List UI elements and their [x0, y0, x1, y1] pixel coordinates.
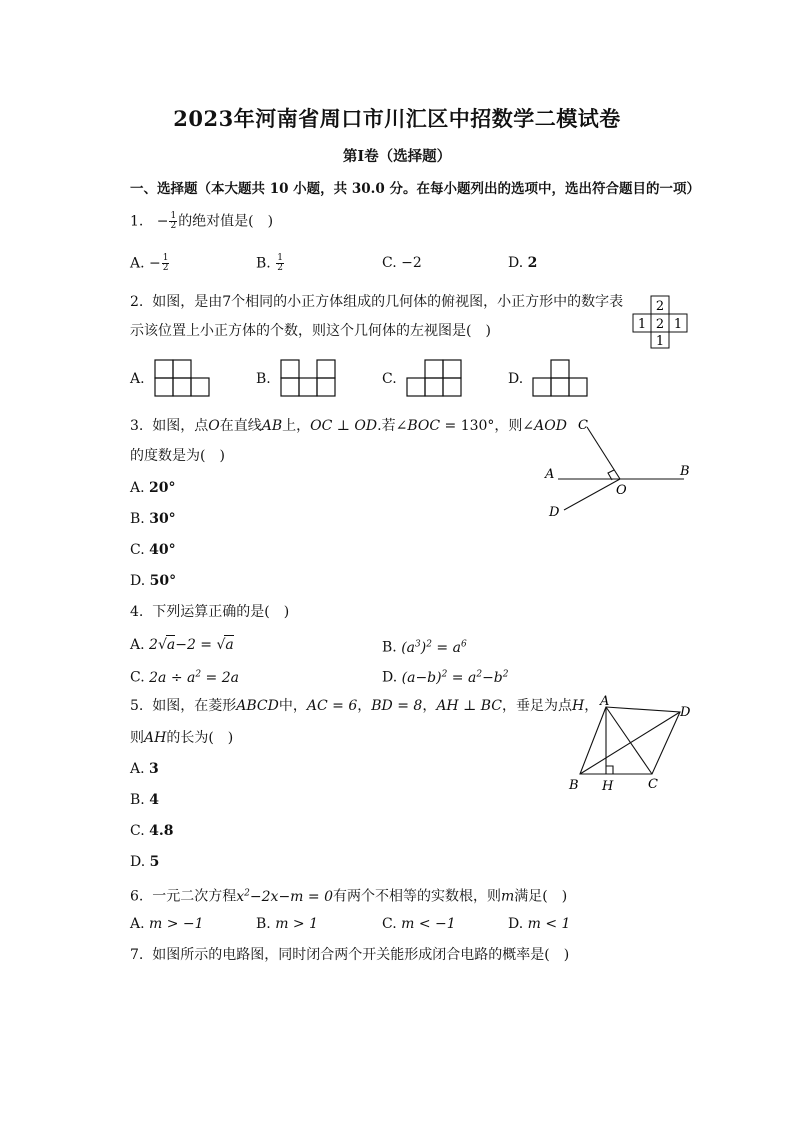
q4-option-a[interactable]: A. 2√a−2 = √a [130, 637, 234, 653]
question-3-line-2: 的度数是为( ) [130, 448, 225, 464]
label-o: O [616, 483, 627, 498]
question-1 [130, 212, 273, 231]
q3-option-b[interactable]: B. 30° [130, 511, 176, 527]
q2-option-d[interactable]: D. [508, 371, 524, 387]
label-a: A [545, 467, 555, 482]
grid-cell-right: 1 [673, 317, 683, 332]
label-c: C [648, 777, 658, 792]
q6-option-c[interactable]: C. m < −1 [382, 916, 456, 932]
q1-option-b[interactable]: B. $\frac{1}{2}$ [256, 253, 283, 273]
q1-text: 的绝对值是( ) [178, 213, 274, 230]
grid-cell-bottom: 1 [655, 334, 665, 349]
q2-option-a-figure [153, 358, 213, 398]
question-5-line-1: 5. 如图，在菱形ABCD中，AC = 6，BD = 8，AH ⊥ BC，垂足为点H， [130, 698, 599, 714]
q3-option-d[interactable]: D. 50° [130, 573, 177, 589]
q1-option-d[interactable]: D. 2 [508, 255, 538, 271]
q2-option-c-figure [405, 358, 465, 398]
q3-option-c[interactable]: C. 40° [130, 542, 176, 558]
q1-option-a[interactable]: A. − $\frac{1}{2}$ [130, 253, 169, 273]
q2-option-c[interactable]: C. [382, 371, 397, 387]
question-7: 7. 如图所示的电路图，同时闭合两个开关能形成闭合电路的概率是( ) [130, 947, 570, 963]
section-heading: 一、选择题（本大题共 10 小题，共 30.0 分。在每小题列出的选项中，选出符合题目的一项） [130, 181, 700, 197]
q5-rhombus-figure [560, 695, 700, 795]
q2-option-a[interactable]: A. [130, 371, 145, 387]
q5-option-c[interactable]: C. 4.8 [130, 823, 174, 839]
label-h: H [602, 779, 614, 794]
q4-option-d[interactable]: D. $(a-b)^2 = a^2-b^2$ [382, 669, 509, 686]
question-6: 6. 一元二次方程$x^2-2x-m = 0$有两个不相等的实数根，则m满足( ) [130, 888, 568, 905]
q4-option-b[interactable]: B. $(a^3)^2 = a^6$ [382, 639, 467, 656]
q1-option-c[interactable]: C. −2 [382, 255, 422, 271]
question-4: 4. 下列运算正确的是( ) [130, 604, 290, 620]
q1-fraction: $\frac{1}{2}$ [170, 211, 177, 231]
q5-option-a[interactable]: A. 3 [130, 761, 159, 777]
question-5-line-2: 则AH的长为( ) [130, 730, 234, 746]
grid-cell-top: 2 [655, 299, 665, 314]
question-2-line-2: 示该位置上小正方体的个数，则这个几何体的左视图是( ) [130, 323, 491, 339]
grid-cell-center: 2 [655, 317, 665, 332]
label-d: D [549, 505, 560, 520]
volume-subtitle: 第Ⅰ卷（选择题） [342, 148, 452, 165]
q6-option-d[interactable]: D. m < 1 [508, 916, 571, 932]
q3-angle-figure [540, 412, 700, 524]
grid-cell-left: 1 [637, 317, 647, 332]
q6-option-a[interactable]: A. m > −1 [130, 916, 204, 932]
label-c: C [578, 418, 588, 433]
q5-option-d[interactable]: D. 5 [130, 854, 160, 870]
q2-option-b-figure [279, 358, 339, 398]
label-a: A [600, 695, 610, 709]
question-3-line-1: 3. 如图，点O在直线AB上，OC ⊥ OD.若∠BOC = 130°，则∠AOD [130, 418, 567, 434]
q6-option-b[interactable]: B. m > 1 [256, 916, 319, 932]
q2-top-view-figure [632, 294, 694, 350]
page-title: 2023年河南省周口市川汇区中招数学二模试卷 [173, 106, 621, 131]
label-d: D [680, 705, 691, 720]
question-2-line-1: 2. 如图，是由7个相同的小正方体组成的几何体的俯视图，小正方形中的数字表 [130, 294, 624, 310]
q5-option-b[interactable]: B. 4 [130, 792, 159, 808]
q4-option-c[interactable]: C. $2a \div a^2 = 2a$ [130, 669, 239, 686]
q2-option-d-figure [531, 358, 591, 398]
label-b: B [680, 464, 690, 479]
q2-option-b[interactable]: B. [256, 371, 271, 387]
q1-number: 1. [130, 213, 144, 230]
label-b: B [569, 778, 579, 793]
q3-option-a[interactable]: A. 20° [130, 480, 176, 496]
q1-minus: − [156, 213, 169, 230]
